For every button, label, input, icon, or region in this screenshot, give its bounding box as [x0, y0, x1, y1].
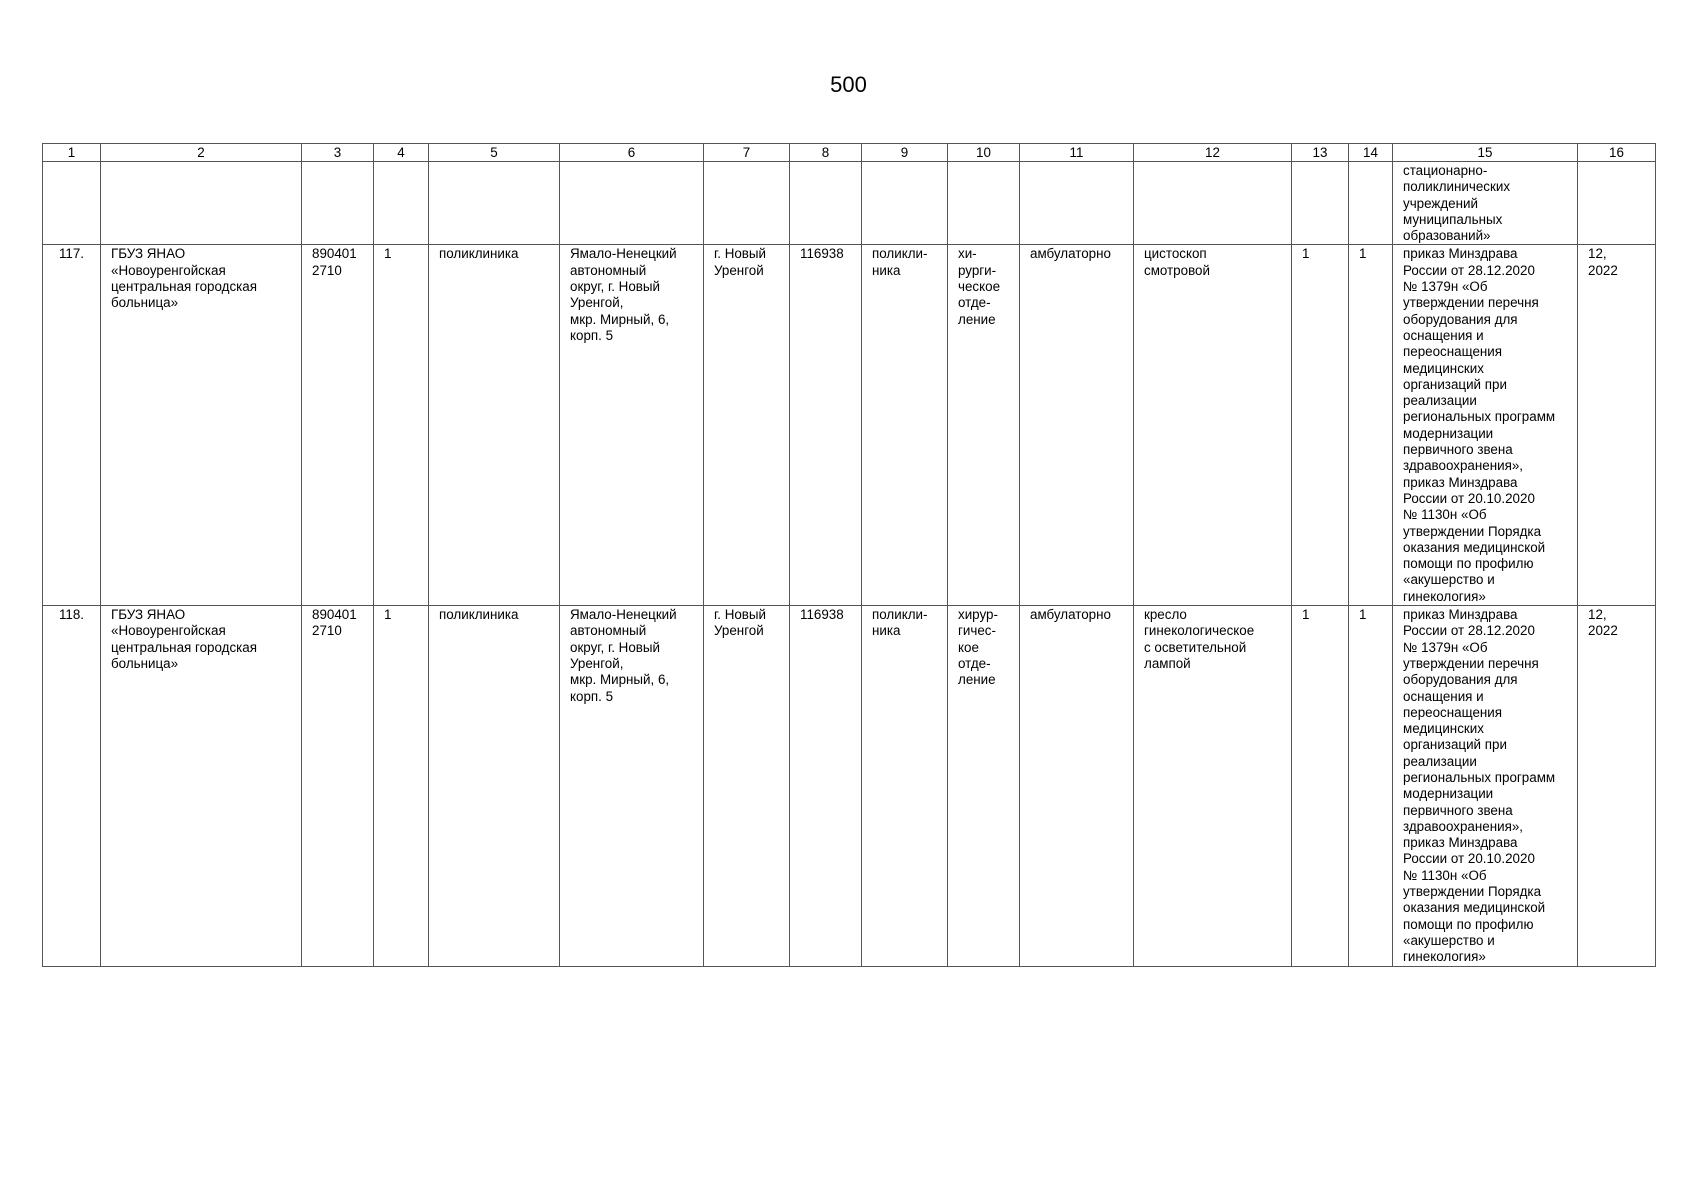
department-cell: хирур- гичес- кое отде- ление — [948, 606, 1020, 967]
equipment-table — [42, 143, 1656, 967]
column-header: 1 — [43, 144, 101, 162]
address-cell: Ямало-Ненецкий автономный округ, г. Новый Уренгой, мкр. Мирный, 6, корп. 5 — [560, 606, 704, 967]
period-cell: 12, 2022 — [1578, 245, 1656, 606]
address-cell: Ямало-Ненецкий автономный округ, г. Новый Уренгой, мкр. Мирный, 6, корп. 5 — [560, 245, 704, 606]
row-number-cell: 118. — [43, 606, 101, 967]
organization-cell: ГБУЗ ЯНАО «Новоуренгойская центральная городская больница» — [101, 606, 302, 967]
equipment-cell: кресло гинекологическое с осветительной лампой — [1134, 606, 1292, 967]
period-cell: 12, 2022 — [1578, 606, 1656, 967]
column-header: 15 — [1393, 144, 1578, 162]
organization-cell: ГБУЗ ЯНАО «Новоуренгойская центральная городская больница» — [101, 245, 302, 606]
continuation-row — [43, 162, 1656, 245]
equipment-cell: цистоскоп смотровой — [1134, 245, 1292, 606]
quantity-cell: 1 — [1349, 606, 1393, 967]
column-header: 2 — [101, 144, 302, 162]
unit-cell: поликли- ника — [862, 606, 948, 967]
city-cell: г. Новый Уренгой — [704, 245, 790, 606]
column-header: 10 — [948, 144, 1020, 162]
table-row — [43, 245, 1656, 606]
care-type-cell: амбулаторно — [1020, 245, 1134, 606]
column-header: 14 — [1349, 144, 1393, 162]
column-header: 7 — [704, 144, 790, 162]
code-cell: 116938 — [790, 245, 862, 606]
inn-cell: 890401 2710 — [302, 245, 374, 606]
city-cell: г. Новый Уренгой — [704, 606, 790, 967]
column-header: 11 — [1020, 144, 1134, 162]
count-cell: 1 — [374, 245, 429, 606]
column-header: 3 — [302, 144, 374, 162]
page-number: 500 — [830, 72, 867, 97]
care-type-cell: амбулаторно — [1020, 606, 1134, 967]
basis-cell: приказ Минздрава России от 28.12.2020 № 1379н «Об утверждении перечня оборудования для оснащения и переоснащения медицинских организаций при реализации региональных программ модернизации первичного звена здравоохранения», приказ Минздрава России от 20.10.2020 № 1130н «Об утверждении Порядка оказания медицинской помощи по профилю «акушерство и гинекология» — [1393, 245, 1578, 606]
row-number-cell: 117. — [43, 245, 101, 606]
quantity-cell: 1 — [1349, 245, 1393, 606]
count-cell: 1 — [374, 606, 429, 967]
basis-cell: приказ Минздрава России от 28.12.2020 № 1379н «Об утверждении перечня оборудования для оснащения и переоснащения медицинских организаций при реализации региональных программ модернизации первичного звена здравоохранения», приказ Минздрава России от 20.10.2020 № 1130н «Об утверждении Порядка оказания медицинской помощи по профилю «акушерство и гинекология» — [1393, 606, 1578, 967]
basis-cell: стационарно- поликлинических учреждений муниципальных образований» — [1393, 162, 1578, 245]
facility-type-cell: поликлиника — [429, 245, 560, 606]
column-header: 12 — [1134, 144, 1292, 162]
table-row — [43, 606, 1656, 967]
facility-type-cell: поликлиника — [429, 606, 560, 967]
column-header: 9 — [862, 144, 948, 162]
code-cell: 116938 — [790, 606, 862, 967]
quantity-cell: 1 — [1292, 245, 1349, 606]
column-header: 5 — [429, 144, 560, 162]
column-header: 6 — [560, 144, 704, 162]
department-cell: хи- рурги- ческое отде- ление — [948, 245, 1020, 606]
quantity-cell: 1 — [1292, 606, 1349, 967]
table-header-row — [43, 144, 1656, 162]
inn-cell: 890401 2710 — [302, 606, 374, 967]
column-header: 4 — [374, 144, 429, 162]
unit-cell: поликли- ника — [862, 245, 948, 606]
column-header: 16 — [1578, 144, 1656, 162]
column-header: 8 — [790, 144, 862, 162]
column-header: 13 — [1292, 144, 1349, 162]
